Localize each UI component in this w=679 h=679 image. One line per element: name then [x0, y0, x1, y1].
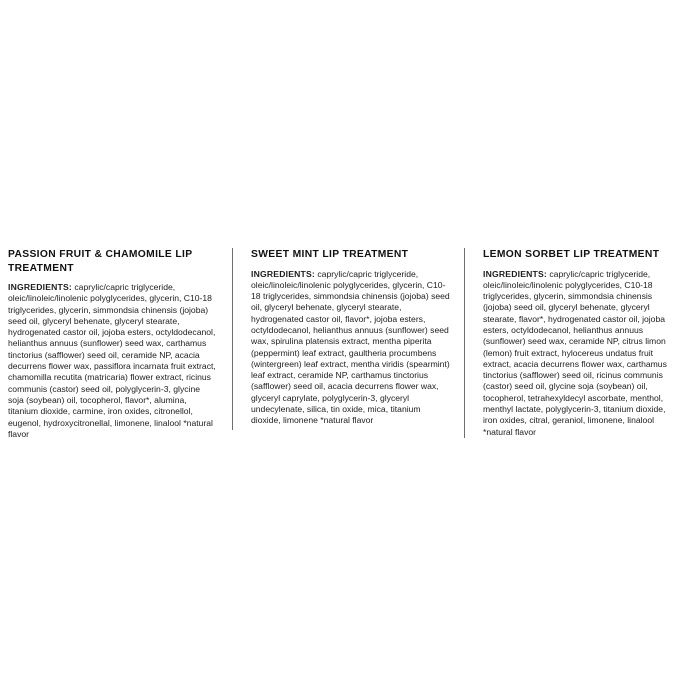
- product-title: LEMON SORBET LIP TREATMENT: [483, 249, 660, 260]
- ingredients-block: [483, 269, 669, 438]
- product-column-sweet-mint: [232, 248, 464, 430]
- ingredients-block: [251, 269, 450, 427]
- ingredients-label: INGREDIENTS:: [483, 268, 547, 279]
- ingredients-label: INGREDIENTS:: [251, 268, 315, 279]
- product-title: SWEET MINT LIP TREATMENT: [251, 249, 409, 260]
- product-column-passion-fruit-chamomile: [0, 248, 232, 440]
- ingredients-text: caprylic/capric triglyceride, oleic/linoleic/linolenic polyglycerides, C10-18 triglycerides, glycerin, simmondsia chinensis (jojoba) seed oil, glyceryl behenate, glyceryl stearate, flavor*, hydrogenated castor oil, jojoba esters, octyldodecanol, helianthus annuus (sunflower) seed wax, ceramide NP, citrus limon (lemon) fruit extract, hylocereus undatus fruit extract, acacia decurrens flower wax, carthamus tinctorius (safflower) seed oil, ricinus communis (castor) seed oil, glycine soja (soybean) oil, tocopherol, tetrahexyldecyl ascorbate, menthol, menthyl lactate, polyglycerin-3, titanium dioxide, iron oxides, citral, geraniol, limonene, linalool *natural flavor: [483, 268, 667, 437]
- ingredients-columns: [0, 248, 679, 440]
- product-title: PASSION FRUIT & CHAMOMILE LIP TREATMENT: [8, 249, 193, 274]
- ingredients-block: [8, 282, 218, 440]
- ingredients-label: INGREDIENTS:: [8, 282, 72, 292]
- product-column-lemon-sorbet: [464, 248, 679, 438]
- ingredients-text: caprylic/capric triglyceride, oleic/linoleic/linolenic polyglycerides, glycerin, C10-18 triglycerides, glycerin, simmondsia chinensis (jojoba) seed oil, glyceryl behenate, glyceryl stearate, hydrogenated castor oil, jojoba esters, octyldodecanol, helianthus annuus (sunflower) seed wax, carthamus tinctorius (safflower) seed oil, ceramide NP, acacia decurrens flower wax, passiflora incarnata fruit extract, chamomilla recutita (matricaria) flower extract, ricinus communis (castor) seed oil, polyglycerin-3, glycine soja (soybean) oil, tocopherol, flavor*, alumina, titanium dioxide, carmine, iron oxides, citronellol, eugenol, hydroxycitronellal, limonene, linalool *natural flavor: [8, 282, 216, 439]
- ingredients-text: caprylic/capric triglyceride, oleic/linoleic/linolenic polyglycerides, glycerin, C10-18 triglycerides, simmondsia chinensis (jojoba) seed oil, glyceryl behenate, glyceryl stearate, hydrogenated castor oil, flavor*, jojoba esters, octyldodecanol, helianthus annuus (sunflower) seed wax, spirulina platensis extract, mentha piperita (peppermint) leaf extract, gaultheria procumbens (wintergreen) leaf extract, mentha viridis (spearmint) leaf extract, ceramide NP, carthamus tinctorius (safflower) seed oil, acacia decurrens flower wax, glyceryl caprylate, polyglycerin-3, glyceryl undecylenate, silica, tin oxide, mica, titanium dioxide, limonene *natural flavor: [251, 268, 450, 426]
